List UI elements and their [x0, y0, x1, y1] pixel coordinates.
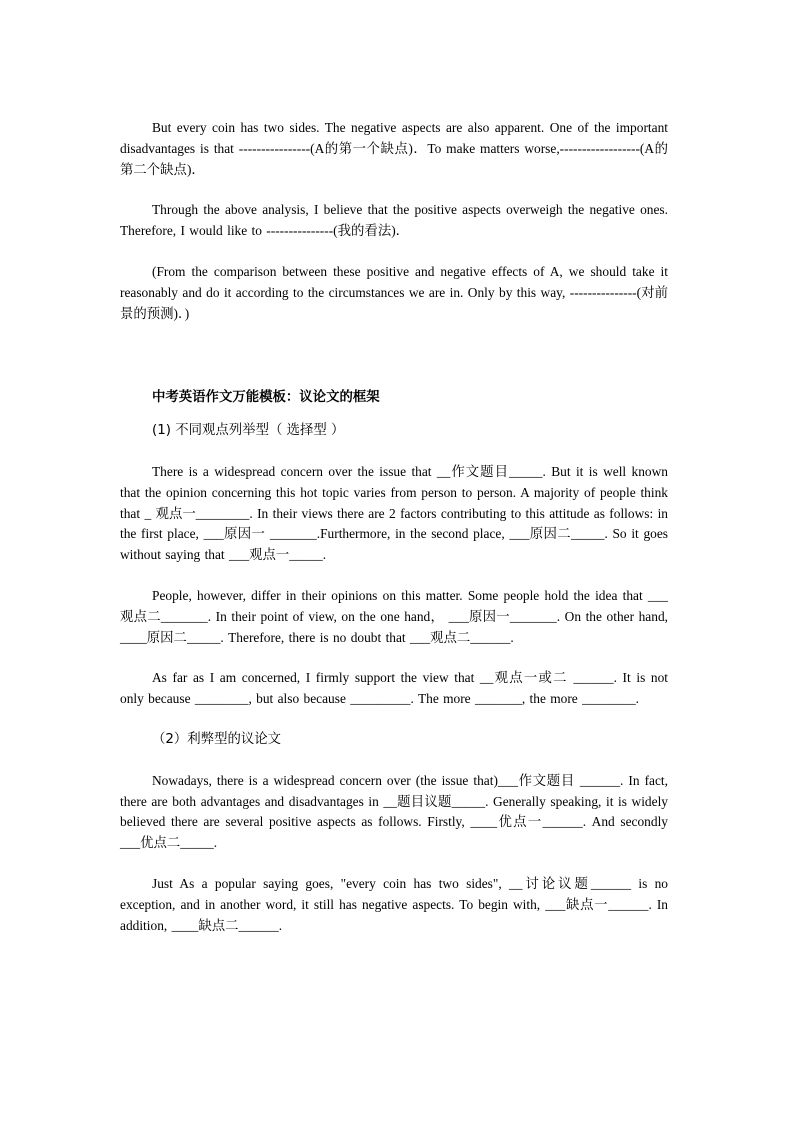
paragraph-my-view: As far as I am concerned, I firmly support the view that __观点一或二 ______. It is not only because ________, but also because _________. The more _______, the more ________.: [120, 670, 668, 707]
paragraph-disadvantages: But every coin has two sides. The negative aspects are also apparent. One of the important disadvantages is that ----------------(A的第一个缺点)．To make matters worse,------------------(A的第二个缺点)．: [120, 120, 668, 177]
subheading-pros-cons: （2）利弊型的议论文: [152, 731, 282, 747]
subheading-viewpoints: (1) 不同观点列举型（ 选择型 ）: [152, 423, 345, 439]
section-spacer: [120, 344, 668, 370]
document-page: [120, 118, 668, 956]
paragraph-viewpoint-one: There is a widespread concern over the issue that __作文题目_____. But it is well known that the opinion concerning this hot topic varies from person to person. A majority of people think that _ 观点一________. In their views there are 2 factors contributing to this attitude as follows: in the first place, ___原因一 _______.Furthermore, in the second place, ___原因二_____. So it goes without saying that ___观点一_____.: [120, 463, 668, 563]
section-heading: 中考英语作文万能模板：议论文的框架: [152, 390, 380, 406]
paragraph-negative-aspects: Just As a popular saying goes, "every coin has two sides", __讨论议题______ is no exception, and in another word, it still has negative aspects. To begin with, ___缺点一______. In addition, ____缺点二______.: [120, 875, 668, 933]
paragraph-viewpoint-two: People, however, differ in their opinions on this matter. Some people hold the idea that ___观点二_______. In their point of view, on the one hand， ___原因一_______. On the other hand, ____原因二_____. Therefore, there is no doubt that ___观点二______.: [120, 587, 668, 645]
paragraph-advantages: Nowadays, there is a widespread concern over (the issue that)___作文题目 ______. In fact, there are both advantages and disadvantages in __题目议题_____. Generally speaking, it is widely believed there are several positive aspects as follows. Firstly, ____优点一______. And secondly ___优点二_____.: [120, 772, 668, 851]
paragraph-conclusion: (From the comparison between these positive and negative effects of A, we should take it reasonably and do it according to the circumstances we are in. Only by this way, ---------------(对前景的预测)．): [120, 263, 668, 321]
paragraph-analysis: Through the above analysis, I believe that the positive aspects overweigh the negative ones. Therefore, I would like to ---------------(我的看法)．: [120, 202, 668, 239]
